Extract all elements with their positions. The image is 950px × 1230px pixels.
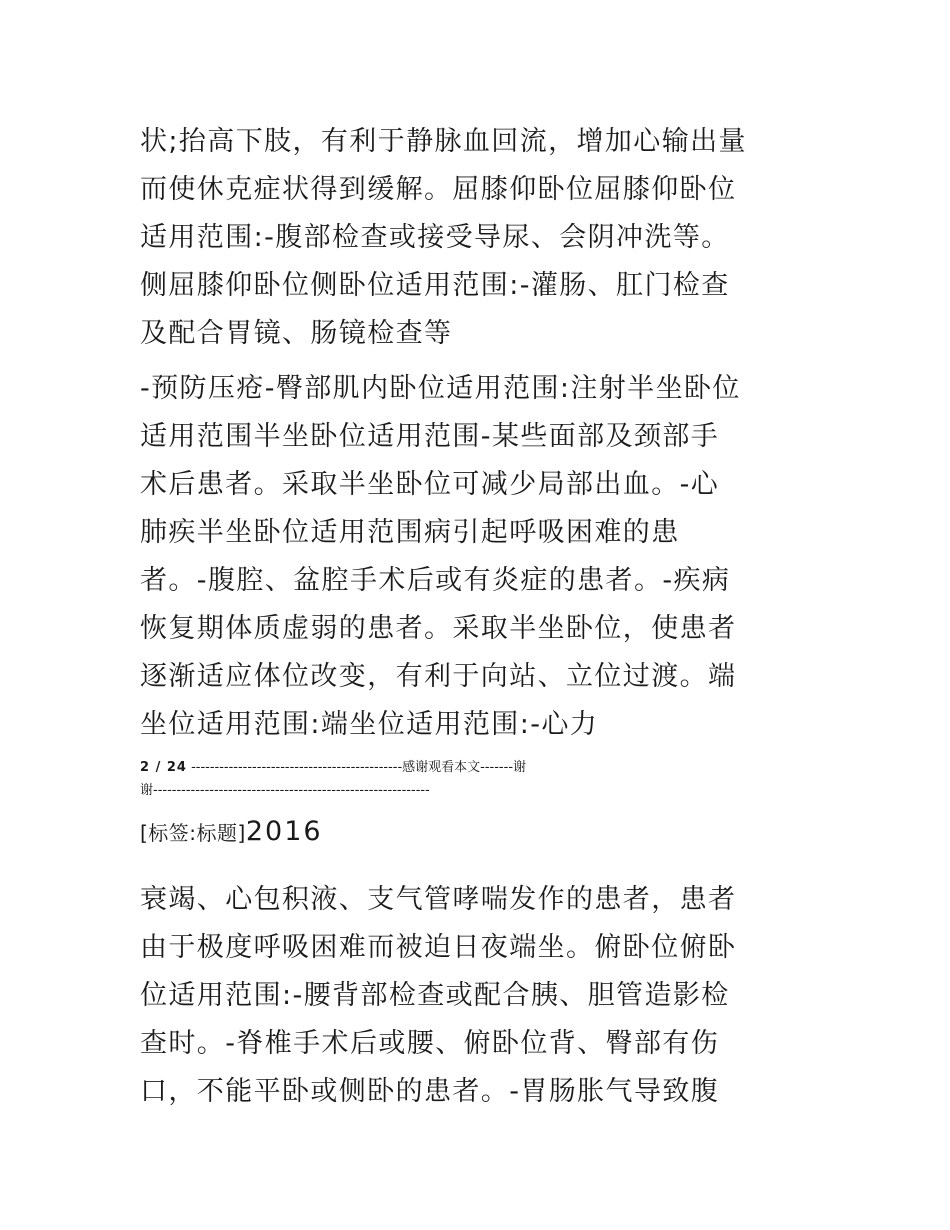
- text-line: 适用范围半坐卧位适用范围-某些面部及颈部手: [140, 421, 720, 452]
- tag-year: 2016: [245, 816, 323, 847]
- text-line: 逐渐适应体位改变，有利于向站、立位过渡。端: [140, 661, 737, 692]
- footer-line-2: 谢-----------------------------------------------------------: [140, 783, 430, 798]
- body-paragraph-3: [140, 876, 812, 1116]
- text-line: 位适用范围:-腰背部检查或配合胰、胆管造影检: [140, 980, 730, 1011]
- footer-line-1: [140, 756, 720, 779]
- text-line: 而使休克症状得到缓解。屈膝仰卧位屈膝仰卧位: [140, 174, 737, 205]
- text-line: 口，不能平卧或侧卧的患者。-胃肠胀气导致腹: [140, 1076, 720, 1107]
- page-header-tag: [140, 816, 323, 847]
- text-line: 状;抬高下肢，有利于静脉血回流，增加心输出量: [140, 126, 747, 157]
- page-number: 2 / 24: [140, 760, 187, 775]
- text-line: 及配合胃镜、肠镜检查等: [140, 318, 453, 349]
- text-line: 由于极度呼吸困难而被迫日夜端坐。俯卧位俯卧: [140, 932, 737, 963]
- text-line: 术后患者。采取半坐卧位可减少局部出血。-心: [140, 469, 720, 500]
- page-footer: [140, 756, 720, 802]
- footer-thanks-text: ---------------------------------------------感谢观看本文-------谢: [191, 760, 527, 775]
- text-line: 衰竭、心包积液、支气管哮喘发作的患者，患者: [140, 884, 737, 915]
- tag-label: [标签:标题]: [140, 821, 246, 845]
- text-line: 查时。-脊椎手术后或腰、俯卧位背、臀部有伤: [140, 1028, 720, 1059]
- text-line: 肺疾半坐卧位适用范围病引起呼吸困难的患: [140, 517, 680, 548]
- text-line: -预防压疮-臀部肌内卧位适用范围:注射半坐卧位: [140, 373, 741, 404]
- body-paragraph-1: [140, 118, 812, 358]
- text-line: 者。-腹腔、盆腔手术后或有炎症的患者。-疾病: [140, 565, 731, 596]
- text-line: 坐位适用范围:端坐位适用范围:-心力: [140, 709, 599, 740]
- text-line: 侧屈膝仰卧位侧卧位适用范围:-灌肠、肛门检查: [140, 270, 730, 301]
- body-paragraph-2: [140, 365, 812, 749]
- text-line: 适用范围:-腹部检查或接受导尿、会阴冲洗等。: [140, 222, 730, 253]
- text-line: 恢复期体质虚弱的患者。采取半坐卧位，使患者: [140, 613, 737, 644]
